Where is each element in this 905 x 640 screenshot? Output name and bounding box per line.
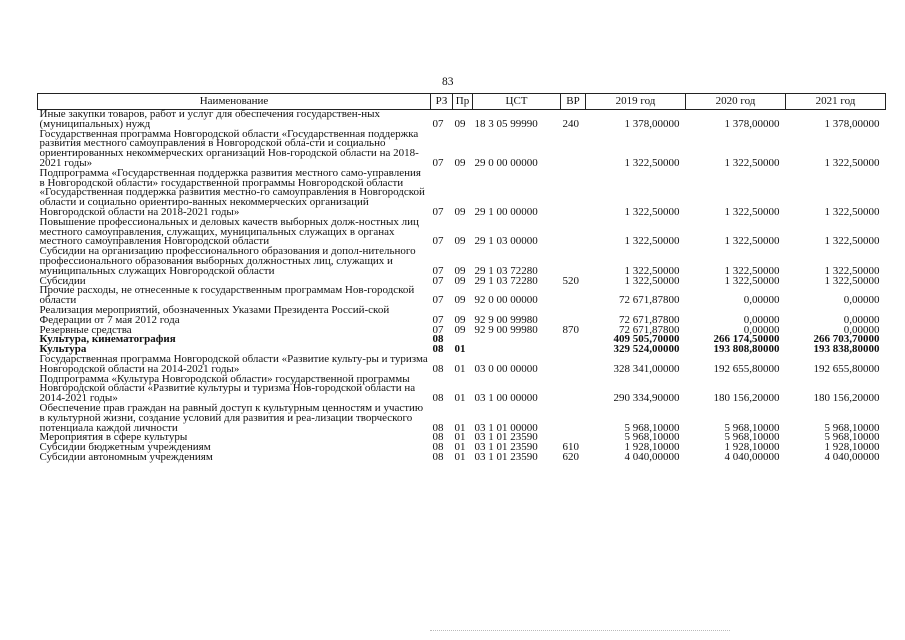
cell-2019: 72 671,87800 [619, 294, 680, 307]
budget-table [37, 93, 886, 463]
cell-cst: 29 1 03 72280 [474, 264, 538, 277]
cell-cst [473, 345, 561, 355]
cell-name: Повышение профессиональных и деловых качеств выборных долж-ностных лиц местного самоуправления, служащих, муниципальных служащих в органах местного самоуправления Новгородской области [39, 215, 419, 248]
cell-rz: 08 [432, 392, 444, 405]
cell-vr: 610 [562, 441, 579, 454]
cell-vr [561, 169, 586, 218]
cell-vr: 870 [562, 323, 579, 336]
cell-2021: 180 156,20000 [813, 392, 880, 405]
cell-cst: 29 1 03 00000 [474, 235, 538, 248]
cell-2019: 409 505,70000 [613, 333, 680, 346]
cell-2019: 1 322,50000 [624, 264, 680, 277]
cell-rz: 07 [432, 274, 444, 287]
cell-name: Государственная программа Новгородской области «Государственная поддержка развития местного самоуправления в Новгородской обла-сти и социально ориентированных некоммерческих организаций Нов-городской области на 2018-2021 годы» [39, 127, 419, 169]
cell-2020: 1 322,50000 [724, 156, 780, 169]
cell-2021: 193 838,80000 [813, 343, 880, 356]
cell-2020: 1 322,50000 [724, 274, 780, 287]
cell-2021: 0,00000 [843, 294, 880, 307]
cell-cst [473, 335, 561, 345]
cell-pr: 01 [454, 392, 466, 405]
cell-vr [561, 286, 586, 306]
cell-2020: 0,00000 [743, 294, 780, 307]
cell-pr: 09 [454, 156, 466, 169]
cell-rz: 07 [432, 264, 444, 277]
cell-2019: 1 322,50000 [624, 274, 680, 287]
cell-cst: 18 3 05 99990 [474, 117, 538, 130]
cell-2021: 1 322,50000 [824, 235, 880, 248]
cell-2021: 5 968,10000 [824, 431, 880, 444]
cell-rz: 07 [432, 156, 444, 169]
table-row [38, 286, 886, 306]
cell-pr: 09 [454, 274, 466, 287]
cell-2020: 1 322,50000 [724, 264, 780, 277]
cell-vr: 520 [562, 274, 579, 287]
cell-pr: 09 [454, 264, 466, 277]
cell-name: Иные закупки товаров, работ и услуг для обеспечения государствен-ных (муниципальных) нужд [39, 108, 381, 130]
cell-2020: 266 174,50000 [713, 333, 780, 346]
table-row [38, 169, 886, 218]
header-pr: Пр [453, 94, 473, 110]
cell-2019: 72 671,87800 [619, 323, 680, 336]
cell-rz: 08 [432, 333, 444, 346]
cell-vr [561, 218, 586, 247]
cell-2021: 1 322,50000 [824, 274, 880, 287]
cell-name: Культура [39, 343, 87, 356]
cell-pr: 01 [454, 343, 466, 356]
cell-2021: 266 703,70000 [813, 333, 880, 346]
cell-2020: 1 322,50000 [724, 235, 780, 248]
cell-name: Субсидии автономным учреждениям [39, 450, 213, 463]
cell-rz: 08 [432, 343, 444, 356]
cell-name: Субсидии [39, 274, 86, 287]
cell-cst: 29 1 00 00000 [474, 205, 538, 218]
cell-vr [561, 355, 586, 375]
cell-2019: 4 040,00000 [624, 450, 680, 463]
cell-vr [561, 130, 586, 169]
cell-pr: 01 [454, 441, 466, 454]
cell-vr [561, 375, 586, 404]
cell-name: Мероприятия в сфере культуры [39, 431, 188, 444]
cell-2019: 290 334,90000 [613, 392, 680, 405]
header-name: Наименование [38, 94, 431, 110]
cell-cst: 29 0 00 00000 [474, 156, 538, 169]
cell-cst: 29 1 03 72280 [474, 274, 538, 287]
cell-pr: 01 [454, 362, 466, 375]
cell-name: Культура, кинематография [39, 333, 176, 346]
cell-pr: 09 [454, 294, 466, 307]
cell-2019: 1 322,50000 [624, 156, 680, 169]
scan-noise-line [430, 630, 730, 633]
cell-name: Подпрограмма «Государственная поддержка развития местного само-управления в Новгородской области» государственной программы Новгородской области «Государственная поддержка развития местно-го самоуправления в Новгородской области и социально ориентиро-ванных некоммерческих организаций Новгородской области на 2018-2021 годы» [39, 166, 425, 218]
cell-rz: 08 [432, 362, 444, 375]
cell-2019: 72 671,87800 [619, 313, 680, 326]
cell-2021: 1 322,50000 [824, 156, 880, 169]
cell-rz: 07 [432, 117, 444, 130]
cell-2019: 328 341,00000 [613, 362, 680, 375]
table-row [38, 404, 886, 433]
cell-name: Государственная программа Новгородской области «Развитие культу-ры и туризма Новгородской области на 2014-2021 годы» [39, 352, 428, 375]
cell-pr: 01 [454, 421, 466, 434]
cell-pr: 01 [454, 431, 466, 444]
cell-2019: 1 378,00000 [624, 117, 680, 130]
cell-vr: 620 [562, 450, 579, 463]
cell-vr [561, 335, 586, 345]
cell-name: Обеспечение прав граждан на равный доступ к культурным ценностям и участию в культурной жизни, создание условий для развития и реа-лизации творческого потенциала каждой личности [39, 401, 424, 434]
header-rz: РЗ [431, 94, 453, 110]
cell-rz: 07 [432, 323, 444, 336]
cell-pr: 09 [454, 117, 466, 130]
table-row [38, 110, 886, 130]
cell-vr [561, 247, 586, 276]
cell-cst: 03 1 01 23590 [474, 431, 538, 444]
cell-rz: 08 [432, 431, 444, 444]
cell-name: Прочие расходы, не отнесенные к государственным программам Нов-городской области [39, 284, 415, 307]
cell-pr: 01 [454, 450, 466, 463]
table-body [38, 110, 886, 463]
cell-2021: 1 322,50000 [824, 264, 880, 277]
cell-2020: 1 378,00000 [724, 117, 780, 130]
table-row [38, 375, 886, 404]
cell-cst: 03 0 00 00000 [474, 362, 538, 375]
cell-cst: 03 1 01 00000 [474, 421, 538, 434]
cell-pr: 09 [454, 323, 466, 336]
cell-cst: 03 1 01 23590 [474, 450, 538, 463]
cell-rz: 08 [432, 421, 444, 434]
cell-pr: 09 [454, 313, 466, 326]
cell-2020: 1 928,10000 [724, 441, 780, 454]
page-number: 83 [442, 76, 454, 88]
cell-2020: 5 968,10000 [724, 421, 780, 434]
cell-vr [561, 404, 586, 433]
cell-2019: 1 322,50000 [624, 205, 680, 218]
table-row [38, 306, 886, 326]
cell-2021: 1 378,00000 [824, 117, 880, 130]
cell-vr [561, 345, 586, 355]
cell-pr: 09 [454, 205, 466, 218]
cell-2021: 4 040,00000 [824, 450, 880, 463]
table-row [38, 355, 886, 375]
cell-rz: 07 [432, 313, 444, 326]
cell-cst: 92 9 00 99980 [474, 323, 538, 336]
cell-2021: 1 928,10000 [824, 441, 880, 454]
cell-name: Реализация мероприятий, обозначенных Указами Президента Россий-ской Федерации от 7 мая 2012 года [39, 303, 390, 326]
cell-2020: 4 040,00000 [724, 450, 780, 463]
cell-vr: 240 [562, 117, 579, 130]
cell-2019: 1 322,50000 [624, 235, 680, 248]
cell-2020: 1 322,50000 [724, 205, 780, 218]
header-2019: 2019 год [586, 94, 686, 110]
cell-2019: 5 968,10000 [624, 421, 680, 434]
cell-2019: 329 524,00000 [613, 343, 680, 356]
cell-2021: 0,00000 [843, 313, 880, 326]
cell-name: Субсидии на организацию профессионального образования и допол-нительного профессионального образования выборных должностных лиц, служащих и муниципальных служащих Новгородской области [39, 245, 416, 277]
cell-cst: 92 0 00 00000 [474, 294, 538, 307]
cell-2021: 1 322,50000 [824, 205, 880, 218]
cell-rz: 07 [432, 294, 444, 307]
cell-vr [561, 306, 586, 326]
table-row [38, 130, 886, 169]
cell-2020: 0,00000 [743, 323, 780, 336]
cell-name: Подпрограмма «Культура Новгородской области» государственной программы Новгородской области «Развитие культуры и туризма Нов-городской области на 2014-2021 годы» [39, 372, 416, 405]
cell-2019: 5 968,10000 [624, 431, 680, 444]
cell-name: Резервные средства [39, 323, 132, 336]
cell-2019: 1 928,10000 [624, 441, 680, 454]
cell-name: Субсидии бюджетным учреждениям [39, 441, 211, 454]
cell-2021: 5 968,10000 [824, 421, 880, 434]
table-row [38, 453, 886, 463]
cell-2020: 192 655,80000 [713, 362, 780, 375]
header-vr: ВР [561, 94, 586, 110]
cell-cst: 03 1 00 00000 [474, 392, 538, 405]
cell-2020: 0,00000 [743, 313, 780, 326]
cell-rz: 07 [432, 205, 444, 218]
header-2020: 2020 год [686, 94, 786, 110]
table-row [38, 247, 886, 276]
cell-rz: 07 [432, 235, 444, 248]
header-cst: ЦСТ [473, 94, 561, 110]
header-2021: 2021 год [786, 94, 886, 110]
cell-rz: 08 [432, 450, 444, 463]
cell-cst: 03 1 01 23590 [474, 441, 538, 454]
cell-2020: 5 968,10000 [724, 431, 780, 444]
cell-cst: 92 9 00 99980 [474, 313, 538, 326]
table-row [38, 218, 886, 247]
cell-2020: 180 156,20000 [713, 392, 780, 405]
cell-2021: 0,00000 [843, 323, 880, 336]
cell-2020: 193 808,80000 [713, 343, 780, 356]
cell-rz: 08 [432, 441, 444, 454]
cell-pr: 09 [454, 235, 466, 248]
cell-2021: 192 655,80000 [813, 362, 880, 375]
